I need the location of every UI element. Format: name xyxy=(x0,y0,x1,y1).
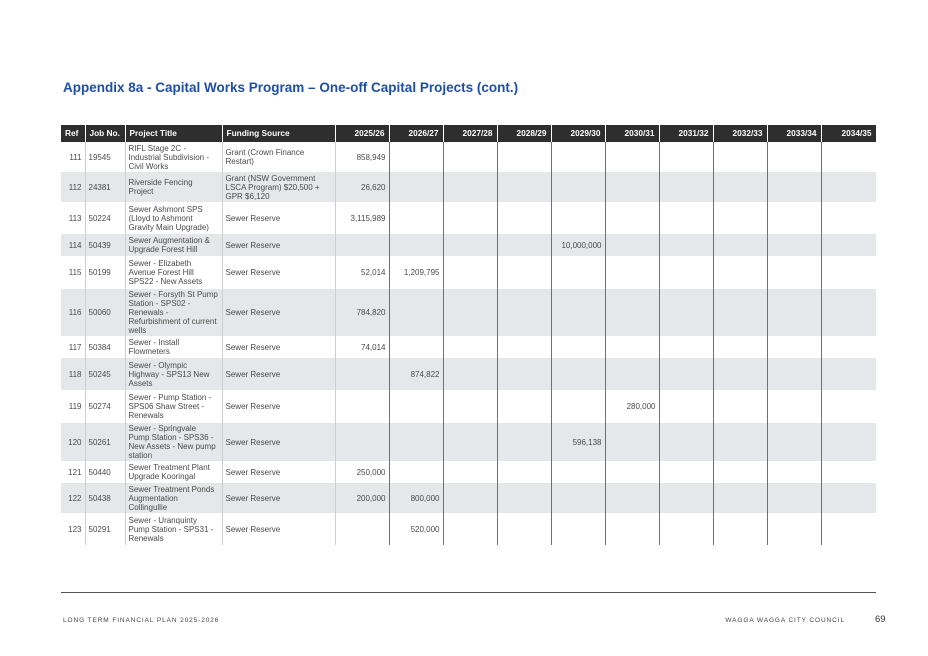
page-title: Appendix 8a - Capital Works Program – One-off Capital Projects (cont.) xyxy=(63,80,519,95)
cell-job-no: 50440 xyxy=(85,461,125,483)
table-row xyxy=(61,256,876,289)
cell-year-amount xyxy=(443,336,497,358)
cell-ref: 118 xyxy=(61,358,85,390)
cell-year-amount: 874,822 xyxy=(389,358,443,390)
cell-year-amount xyxy=(497,390,551,423)
cell-project-title: Sewer Ashmont SPS (Lloyd to Ashmont Gravity Main Upgrade) xyxy=(125,202,222,234)
cell-year-amount xyxy=(389,423,443,461)
cell-year-amount xyxy=(335,234,389,256)
cell-year-amount: 74,014 xyxy=(335,336,389,358)
cell-year-amount xyxy=(389,142,443,172)
cell-year-amount: 10,000,000 xyxy=(551,234,605,256)
cell-year-amount xyxy=(821,483,876,513)
cell-year-amount: 3,115,989 xyxy=(335,202,389,234)
cell-year-amount xyxy=(713,390,767,423)
cell-job-no: 50274 xyxy=(85,390,125,423)
footer-divider xyxy=(61,592,876,593)
cell-year-amount xyxy=(767,142,821,172)
cell-funding-source: Sewer Reserve xyxy=(222,483,335,513)
cell-year-amount xyxy=(551,172,605,202)
cell-year-amount xyxy=(713,513,767,545)
cell-year-amount xyxy=(767,336,821,358)
cell-year-amount xyxy=(659,172,713,202)
cell-year-amount xyxy=(551,390,605,423)
cell-year-amount xyxy=(821,172,876,202)
cell-year-amount xyxy=(713,461,767,483)
cell-year-amount xyxy=(551,289,605,336)
cell-funding-source: Grant (Crown Finance Restart) xyxy=(222,142,335,172)
cell-project-title: Sewer - Pump Station - SPS06 Shaw Street - Renewals xyxy=(125,390,222,423)
cell-year-amount: 520,000 xyxy=(389,513,443,545)
cell-year-amount xyxy=(389,289,443,336)
table-row xyxy=(61,483,876,513)
cell-year-amount xyxy=(389,390,443,423)
cell-year-amount xyxy=(713,256,767,289)
cell-project-title: Sewer - Uranquinty Pump Station - SPS31 - Renewals xyxy=(125,513,222,545)
cell-year-amount xyxy=(713,483,767,513)
cell-ref: 112 xyxy=(61,172,85,202)
cell-job-no: 50245 xyxy=(85,358,125,390)
cell-year-amount xyxy=(605,142,659,172)
cell-year-amount xyxy=(821,289,876,336)
cell-year-amount xyxy=(551,461,605,483)
cell-year-amount xyxy=(389,234,443,256)
cell-year-amount xyxy=(443,142,497,172)
cell-year-amount xyxy=(497,202,551,234)
cell-year-amount xyxy=(821,142,876,172)
cell-year-amount xyxy=(497,461,551,483)
cell-year-amount xyxy=(767,390,821,423)
cell-year-amount xyxy=(551,202,605,234)
cell-year-amount xyxy=(659,336,713,358)
cell-year-amount xyxy=(605,423,659,461)
cell-year-amount: 52,014 xyxy=(335,256,389,289)
cell-year-amount: 784,820 xyxy=(335,289,389,336)
cell-ref: 120 xyxy=(61,423,85,461)
cell-year-amount xyxy=(659,358,713,390)
cell-year-amount xyxy=(713,142,767,172)
table-row xyxy=(61,142,876,172)
cell-ref: 117 xyxy=(61,336,85,358)
cell-job-no: 50291 xyxy=(85,513,125,545)
cell-funding-source: Sewer Reserve xyxy=(222,256,335,289)
cell-year-amount xyxy=(605,336,659,358)
cell-year-amount xyxy=(443,423,497,461)
cell-year-amount xyxy=(605,483,659,513)
cell-project-title: Sewer - Install Flowmeters xyxy=(125,336,222,358)
cell-year-amount xyxy=(389,202,443,234)
cell-year-amount xyxy=(767,289,821,336)
cell-year-amount: 280,000 xyxy=(605,390,659,423)
table-row xyxy=(61,289,876,336)
cell-year-amount xyxy=(713,289,767,336)
cell-ref: 116 xyxy=(61,289,85,336)
cell-funding-source: Sewer Reserve xyxy=(222,289,335,336)
cell-funding-source: Grant (NSW Government LSCA Program) $20,500 + GPR $6,120 xyxy=(222,172,335,202)
cell-ref: 113 xyxy=(61,202,85,234)
cell-year-amount xyxy=(767,202,821,234)
cell-year-amount xyxy=(443,513,497,545)
header-year: 2025/26 xyxy=(335,125,389,142)
cell-funding-source: Sewer Reserve xyxy=(222,336,335,358)
cell-year-amount xyxy=(605,358,659,390)
table-row xyxy=(61,202,876,234)
cell-year-amount xyxy=(497,483,551,513)
cell-ref: 115 xyxy=(61,256,85,289)
cell-year-amount xyxy=(821,390,876,423)
header-year: 2028/29 xyxy=(497,125,551,142)
cell-year-amount xyxy=(713,358,767,390)
cell-job-no: 19545 xyxy=(85,142,125,172)
cell-job-no: 50060 xyxy=(85,289,125,336)
cell-year-amount xyxy=(389,172,443,202)
cell-year-amount xyxy=(497,172,551,202)
cell-year-amount xyxy=(443,390,497,423)
header-project-title: Project Title xyxy=(125,125,222,142)
header-year: 2031/32 xyxy=(659,125,713,142)
table-header-row xyxy=(61,125,876,142)
table-row xyxy=(61,461,876,483)
cell-project-title: RIFL Stage 2C - Industrial Subdivision - Civil Works xyxy=(125,142,222,172)
cell-year-amount xyxy=(659,461,713,483)
cell-year-amount xyxy=(605,513,659,545)
cell-funding-source: Sewer Reserve xyxy=(222,202,335,234)
cell-job-no: 50224 xyxy=(85,202,125,234)
cell-year-amount xyxy=(443,483,497,513)
cell-ref: 119 xyxy=(61,390,85,423)
cell-year-amount xyxy=(389,461,443,483)
cell-year-amount xyxy=(443,461,497,483)
footer-document-title: LONG TERM FINANCIAL PLAN 2025-2026 xyxy=(63,617,220,624)
header-year: 2033/34 xyxy=(767,125,821,142)
cell-job-no: 24381 xyxy=(85,172,125,202)
cell-year-amount xyxy=(659,483,713,513)
cell-year-amount xyxy=(821,423,876,461)
cell-year-amount xyxy=(767,423,821,461)
cell-year-amount xyxy=(497,142,551,172)
header-year: 2032/33 xyxy=(713,125,767,142)
cell-project-title: Sewer - Olympic Highway - SPS13 New Assets xyxy=(125,358,222,390)
cell-ref: 123 xyxy=(61,513,85,545)
cell-funding-source: Sewer Reserve xyxy=(222,234,335,256)
header-year: 2030/31 xyxy=(605,125,659,142)
table-row xyxy=(61,358,876,390)
cell-year-amount xyxy=(497,289,551,336)
cell-year-amount xyxy=(713,336,767,358)
cell-year-amount xyxy=(605,256,659,289)
cell-year-amount xyxy=(497,423,551,461)
cell-job-no: 50199 xyxy=(85,256,125,289)
cell-project-title: Sewer - Springvale Pump Station - SPS36 - New Assets - New pump station xyxy=(125,423,222,461)
cell-year-amount xyxy=(335,358,389,390)
cell-year-amount: 800,000 xyxy=(389,483,443,513)
cell-project-title: Sewer - Elizabeth Avenue Forest Hill SPS22 - New Assets xyxy=(125,256,222,289)
cell-year-amount xyxy=(443,358,497,390)
table-row xyxy=(61,513,876,545)
cell-year-amount xyxy=(821,202,876,234)
cell-year-amount xyxy=(821,461,876,483)
cell-year-amount xyxy=(659,390,713,423)
cell-year-amount xyxy=(335,423,389,461)
cell-year-amount xyxy=(821,358,876,390)
cell-year-amount xyxy=(659,202,713,234)
page-number: 69 xyxy=(875,614,886,625)
cell-project-title: Sewer - Forsyth St Pump Station - SPS02 - Renewals - Refurbishment of current wells xyxy=(125,289,222,336)
cell-funding-source: Sewer Reserve xyxy=(222,358,335,390)
table-row xyxy=(61,336,876,358)
cell-funding-source: Sewer Reserve xyxy=(222,461,335,483)
capital-works-table xyxy=(61,125,877,545)
cell-year-amount xyxy=(659,289,713,336)
cell-year-amount xyxy=(389,336,443,358)
cell-year-amount xyxy=(551,358,605,390)
cell-project-title: Sewer Treatment Ponds Augmentation Collingullie xyxy=(125,483,222,513)
cell-year-amount: 858,949 xyxy=(335,142,389,172)
cell-year-amount xyxy=(767,172,821,202)
cell-year-amount xyxy=(497,234,551,256)
cell-funding-source: Sewer Reserve xyxy=(222,390,335,423)
cell-year-amount xyxy=(335,513,389,545)
header-job-no: Job No. xyxy=(85,125,125,142)
cell-project-title: Sewer Augmentation & Upgrade Forest Hill xyxy=(125,234,222,256)
cell-ref: 111 xyxy=(61,142,85,172)
cell-year-amount: 250,000 xyxy=(335,461,389,483)
cell-project-title: Sewer Treatment Plant Upgrade Kooringal xyxy=(125,461,222,483)
cell-year-amount xyxy=(713,202,767,234)
cell-year-amount: 1,209,795 xyxy=(389,256,443,289)
cell-year-amount xyxy=(551,336,605,358)
table-row xyxy=(61,172,876,202)
cell-year-amount xyxy=(497,336,551,358)
cell-job-no: 50384 xyxy=(85,336,125,358)
cell-year-amount xyxy=(551,256,605,289)
header-ref: Ref xyxy=(61,125,85,142)
cell-year-amount xyxy=(821,513,876,545)
cell-year-amount xyxy=(443,234,497,256)
header-year: 2034/35 xyxy=(821,125,876,142)
cell-funding-source: Sewer Reserve xyxy=(222,513,335,545)
cell-year-amount xyxy=(659,234,713,256)
cell-ref: 114 xyxy=(61,234,85,256)
cell-year-amount xyxy=(767,256,821,289)
cell-year-amount xyxy=(767,461,821,483)
cell-year-amount xyxy=(713,172,767,202)
cell-year-amount xyxy=(821,234,876,256)
cell-year-amount xyxy=(659,423,713,461)
cell-year-amount xyxy=(497,358,551,390)
cell-year-amount xyxy=(713,423,767,461)
cell-year-amount xyxy=(497,256,551,289)
cell-job-no: 50261 xyxy=(85,423,125,461)
cell-year-amount xyxy=(551,513,605,545)
footer-organisation: WAGGA WAGGA CITY COUNCIL xyxy=(725,617,845,624)
table-row xyxy=(61,390,876,423)
table-row xyxy=(61,234,876,256)
cell-job-no: 50438 xyxy=(85,483,125,513)
cell-year-amount xyxy=(443,289,497,336)
cell-year-amount xyxy=(497,513,551,545)
cell-funding-source: Sewer Reserve xyxy=(222,423,335,461)
cell-year-amount xyxy=(821,336,876,358)
cell-year-amount xyxy=(659,513,713,545)
cell-year-amount xyxy=(767,483,821,513)
cell-year-amount xyxy=(443,172,497,202)
cell-year-amount xyxy=(713,234,767,256)
cell-year-amount: 200,000 xyxy=(335,483,389,513)
header-funding-source: Funding Source xyxy=(222,125,335,142)
cell-year-amount: 596,138 xyxy=(551,423,605,461)
cell-year-amount xyxy=(605,289,659,336)
header-year: 2029/30 xyxy=(551,125,605,142)
cell-year-amount xyxy=(659,256,713,289)
cell-year-amount xyxy=(443,256,497,289)
cell-year-amount xyxy=(605,461,659,483)
header-year: 2027/28 xyxy=(443,125,497,142)
cell-year-amount xyxy=(551,142,605,172)
cell-year-amount xyxy=(767,234,821,256)
cell-year-amount xyxy=(605,234,659,256)
cell-ref: 122 xyxy=(61,483,85,513)
cell-ref: 121 xyxy=(61,461,85,483)
table-row xyxy=(61,423,876,461)
header-year: 2026/27 xyxy=(389,125,443,142)
cell-year-amount xyxy=(335,390,389,423)
cell-year-amount xyxy=(605,172,659,202)
cell-year-amount xyxy=(767,358,821,390)
cell-year-amount xyxy=(821,256,876,289)
cell-year-amount xyxy=(551,483,605,513)
cell-year-amount: 26,620 xyxy=(335,172,389,202)
cell-year-amount xyxy=(605,202,659,234)
cell-year-amount xyxy=(767,513,821,545)
cell-project-title: Riverside Fencing Project xyxy=(125,172,222,202)
cell-year-amount xyxy=(443,202,497,234)
cell-year-amount xyxy=(659,142,713,172)
cell-job-no: 50439 xyxy=(85,234,125,256)
